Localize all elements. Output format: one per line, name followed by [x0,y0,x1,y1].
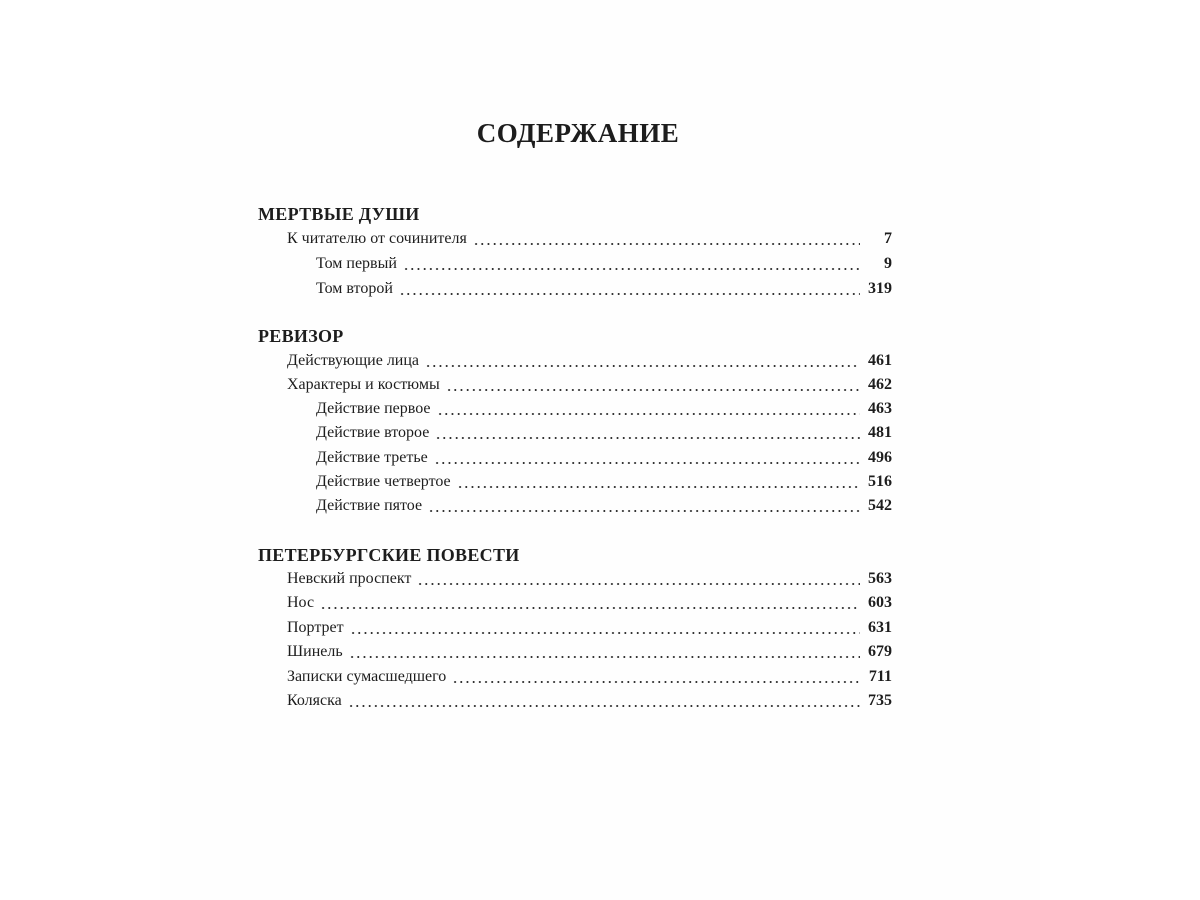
entry-page-number: 711 [868,668,892,685]
dot-leader [446,389,860,391]
entry-page-number: 735 [868,692,892,709]
entry-page-number: 481 [868,424,892,441]
toc-entry-act-five[interactable] [316,495,892,517]
entry-label: Коляска [287,692,342,709]
dot-leader [349,656,860,658]
entry-label: Нос [287,594,315,611]
dot-leader [348,705,860,707]
toc-entry-act-four[interactable] [316,471,892,493]
entry-page-number: 9 [884,255,892,272]
section-heading-inspector: РЕВИЗОР [258,326,344,346]
entry-label: Действие первое [316,400,431,417]
entry-page-number: 319 [868,280,892,297]
dot-leader [425,365,860,367]
dot-leader [457,486,860,488]
toc-entry-nevsky-prospect[interactable] [287,568,892,590]
toc-entry-volume-two[interactable] [316,278,892,300]
entry-label: К читателю от сочинителя [287,230,467,247]
entry-page-number: 7 [884,230,892,247]
entry-label: Шинель [287,643,343,660]
toc-entry-the-nose[interactable] [287,592,892,614]
dot-leader [350,632,860,634]
entry-page-number: 463 [868,400,892,417]
dot-leader [417,583,860,585]
toc-entry-to-the-reader[interactable] [287,228,892,250]
entry-label: Действующие лица [287,352,420,369]
dot-leader [428,510,860,512]
toc-entry-volume-one[interactable] [316,253,892,275]
entry-label: Портрет [287,619,344,636]
toc-entry-characters-and-costumes[interactable] [287,374,892,396]
entry-page-number: 563 [868,570,892,587]
dot-leader [437,413,861,415]
toc-entry-the-overcoat[interactable] [287,641,892,663]
entry-label: Действие пятое [316,497,423,514]
toc-entry-diary-of-a-madman[interactable] [287,666,892,688]
entry-page-number: 603 [868,594,892,611]
dot-leader [399,293,860,295]
entry-page-number: 516 [868,473,892,490]
dot-leader [434,462,860,464]
toc-entry-act-three[interactable] [316,447,892,469]
section-heading-dead-souls: МЕРТВЫЕ ДУШИ [258,204,420,224]
toc-entry-the-portrait[interactable] [287,617,892,639]
entry-page-number: 542 [868,497,892,514]
toc-entry-dramatis-personae[interactable] [287,350,892,372]
dot-leader [320,607,860,609]
entry-label: Том второй [316,280,393,297]
entry-label: Действие второе [316,424,430,441]
toc-entry-the-carriage[interactable] [287,690,892,712]
entry-label: Невский проспект [287,570,412,587]
entry-label: Действие третье [316,449,428,466]
dot-leader [435,437,860,439]
section-heading-petersburg-tales: ПЕТЕРБУРГСКИЕ ПОВЕСТИ [258,545,520,565]
toc-entry-act-two[interactable] [316,422,892,444]
entry-page-number: 631 [868,619,892,636]
entry-page-number: 679 [868,643,892,660]
dot-leader [473,243,860,245]
toc-title: СОДЕРЖАНИЕ [476,118,680,148]
dot-leader [452,681,860,683]
entry-page-number: 496 [868,449,892,466]
entry-label: Характеры и костюмы [287,376,440,393]
dot-leader [403,268,860,270]
entry-page-number: 462 [868,376,892,393]
toc-entry-act-one[interactable] [316,398,892,420]
entry-page-number: 461 [868,352,892,369]
entry-label: Том первый [316,255,397,272]
entry-label: Действие четвертое [316,473,451,490]
entry-label: Записки сумасшедшего [287,668,447,685]
